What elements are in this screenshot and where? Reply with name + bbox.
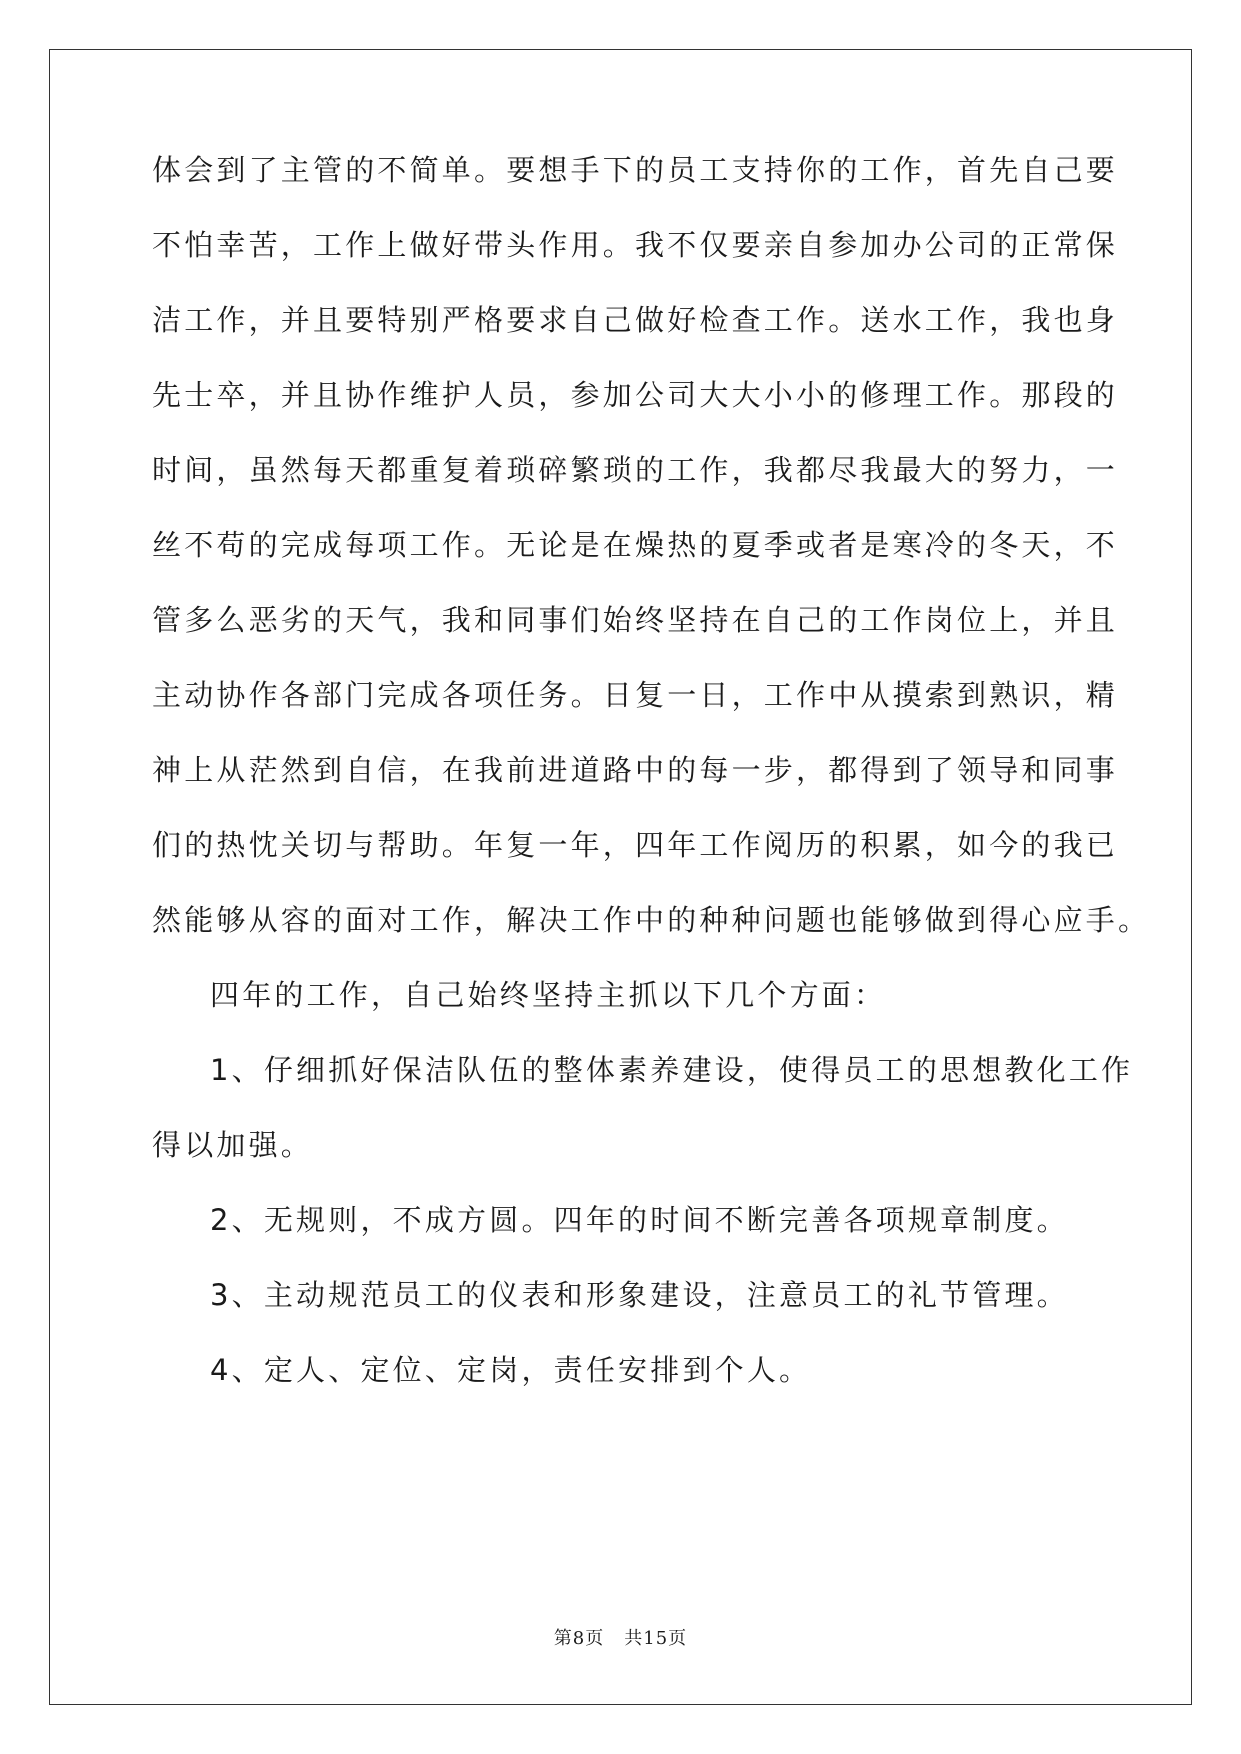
text-line: 不怕幸苦，工作上做好带头作用。我不仅要亲自参加办公司的正常保 (152, 228, 1119, 262)
text-line: 们的热忱关切与帮助。年复一年，四年工作阅历的积累，如今的我已 (152, 828, 1119, 862)
text-line: 然能够从容的面对工作，解决工作中的种种问题也能够做到得心应手。 (152, 903, 1151, 937)
list-item-3: 3、主动规范员工的仪表和形象建设，注意员工的礼节管理。 (210, 1278, 1069, 1312)
text-line: 神上从茫然到自信，在我前进道路中的每一步，都得到了领导和同事 (152, 753, 1119, 787)
text-line: 先士卒，并且协作维护人员，参加公司大大小小的修理工作。那段的 (152, 378, 1119, 412)
page-total: 共15页 (624, 1628, 688, 1649)
list-item-2: 2、无规则，不成方圆。四年的时间不断完善各项规章制度。 (210, 1203, 1069, 1237)
text-line: 洁工作，并且要特别严格要求自己做好检查工作。送水工作，我也身 (152, 303, 1119, 337)
text-line: 丝不苟的完成每项工作。无论是在燥热的夏季或者是寒冷的冬天，不 (152, 528, 1119, 562)
text-line: 时间，虽然每天都重复着琐碎繁琐的工作，我都尽我最大的努力，一 (152, 453, 1119, 487)
list-item-4: 4、定人、定位、定岗，责任安排到个人。 (210, 1353, 812, 1387)
page-footer (0, 1624, 1241, 1650)
text-line: 得以加强。 (152, 1128, 314, 1162)
text-line: 主动协作各部门完成各项任务。日复一日，工作中从摸索到熟识，精 (152, 678, 1119, 712)
list-item-1: 1、仔细抓好保洁队伍的整体素养建设，使得员工的思想教化工作 (210, 1053, 1134, 1087)
paragraph-line: 四年的工作，自己始终坚持主抓以下几个方面： (210, 978, 887, 1012)
text-line: 管多么恶劣的天气，我和同事们始终坚持在自己的工作岗位上，并且 (152, 603, 1119, 637)
page-border (49, 49, 1192, 1705)
page-number: 第8页 (553, 1628, 605, 1649)
text-line: 体会到了主管的不简单。要想手下的员工支持你的工作，首先自己要 (152, 153, 1119, 187)
